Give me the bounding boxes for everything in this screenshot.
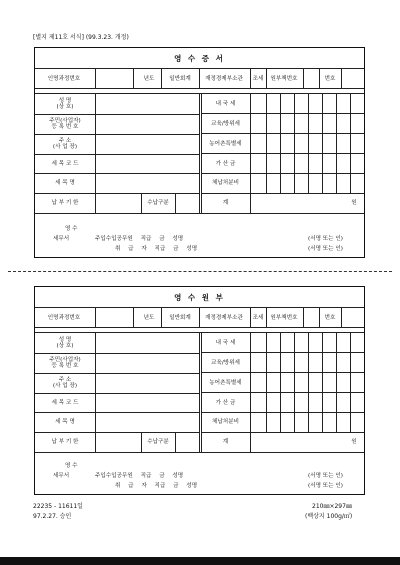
surcharge-label: 가 산 금 <box>215 400 236 406</box>
tax-item-code-label: 세 목 코 드 <box>51 400 79 406</box>
officer-signature-line: 주입수입공무원 직급 금 성명 <box>95 236 184 242</box>
scan-edge <box>0 557 400 565</box>
handler-sign-note: (서명 또는 인) <box>308 246 343 252</box>
account-number-label: 인명과정번호 <box>47 315 81 321</box>
surcharge-label: 가 산 금 <box>215 161 236 167</box>
registration-number-label: 주민(사업자) 등 록 번 호 <box>49 357 81 369</box>
collection-type-label: 수납구분 <box>147 200 169 206</box>
won-unit: 원 <box>351 439 357 445</box>
due-date-label: 납 부 기 한 <box>51 200 79 206</box>
tax-label: 조세 <box>252 76 264 82</box>
tax-office-label: 세무서 <box>53 236 70 242</box>
cut-line <box>8 271 392 272</box>
form-number-note: [별지 제11호 서식] (99.3.23. 개정) <box>33 34 129 41</box>
address-label: 주 소 (사 업 장) <box>52 138 78 150</box>
year-label: 년도 <box>143 76 155 82</box>
rural-tax-label: 농어촌특별세 <box>209 141 242 147</box>
education-tax-label: 교육/방위세 <box>211 360 240 366</box>
receipt-form <box>34 47 365 258</box>
general-account-label: 일반회계 <box>169 76 191 82</box>
officer-sign-note: (서명 또는 인) <box>308 236 343 242</box>
domestic-tax-label: 내 국 세 <box>215 101 236 107</box>
delinquency-fee-label: 체납처분비 <box>211 180 240 186</box>
domestic-tax-label: 내 국 세 <box>215 340 236 346</box>
receipt-label: 영 수 <box>65 463 78 469</box>
number-label: 번호 <box>324 76 336 82</box>
tax-item-name-label: 세 목 명 <box>55 419 75 425</box>
general-account-label: 일반회계 <box>169 315 191 321</box>
form-title: 영 수 원 부 <box>174 293 225 302</box>
won-unit: 원 <box>351 200 357 206</box>
receipt-label: 영 수 <box>65 226 78 232</box>
address-label: 주 소 (사 업 장) <box>52 377 78 389</box>
due-date-label: 납 부 기 한 <box>51 439 79 445</box>
number-label: 번호 <box>324 315 336 321</box>
account-number-label: 인명과정번호 <box>47 76 81 82</box>
tax-office-label: 세무서 <box>53 473 70 479</box>
rural-tax-label: 농어촌특별세 <box>209 380 242 386</box>
officer-signature-line: 주입수입공무원 직급 금 성명 <box>95 473 184 479</box>
ledger-form <box>34 286 365 495</box>
ledger-book-label: 원부책번호 <box>270 315 298 321</box>
total-label: 계 <box>222 200 229 206</box>
paper-spec: (백상지 100g/㎡) <box>305 513 353 520</box>
total-label: 계 <box>222 439 229 445</box>
handler-signature-line: 취 급 자 직급 금 성명 <box>115 483 198 489</box>
handler-sign-note: (서명 또는 인) <box>308 483 343 489</box>
collection-type-label: 수납구분 <box>147 439 169 445</box>
delinquency-fee-label: 체납처분비 <box>211 419 240 425</box>
form-title: 영 수 증 서 <box>174 54 225 63</box>
year-label: 년도 <box>143 315 155 321</box>
approval-date: 97.2.27. 승인 <box>33 513 72 520</box>
name-label: 성 명 (상 호) <box>56 98 74 110</box>
education-tax-label: 교육/방위세 <box>211 121 240 127</box>
registration-number-label: 주민(사업자) 등 록 번 호 <box>49 118 81 130</box>
paper-size: 210㎜×297㎜ <box>312 503 352 510</box>
tax-item-code-label: 세 목 코 드 <box>51 161 79 167</box>
officer-sign-note: (서명 또는 인) <box>308 473 343 479</box>
form-code: 22235 - 11611일 <box>33 503 83 510</box>
ministry-label: 재정경제부소관 <box>205 76 243 82</box>
ministry-label: 재정경제부소관 <box>205 315 243 321</box>
ledger-book-label: 원부책번호 <box>270 76 298 82</box>
name-label: 성 명 (상 호) <box>56 337 74 349</box>
tax-label: 조세 <box>252 315 264 321</box>
handler-signature-line: 취 급 자 직급 금 성명 <box>115 246 198 252</box>
tax-item-name-label: 세 목 명 <box>55 180 75 186</box>
